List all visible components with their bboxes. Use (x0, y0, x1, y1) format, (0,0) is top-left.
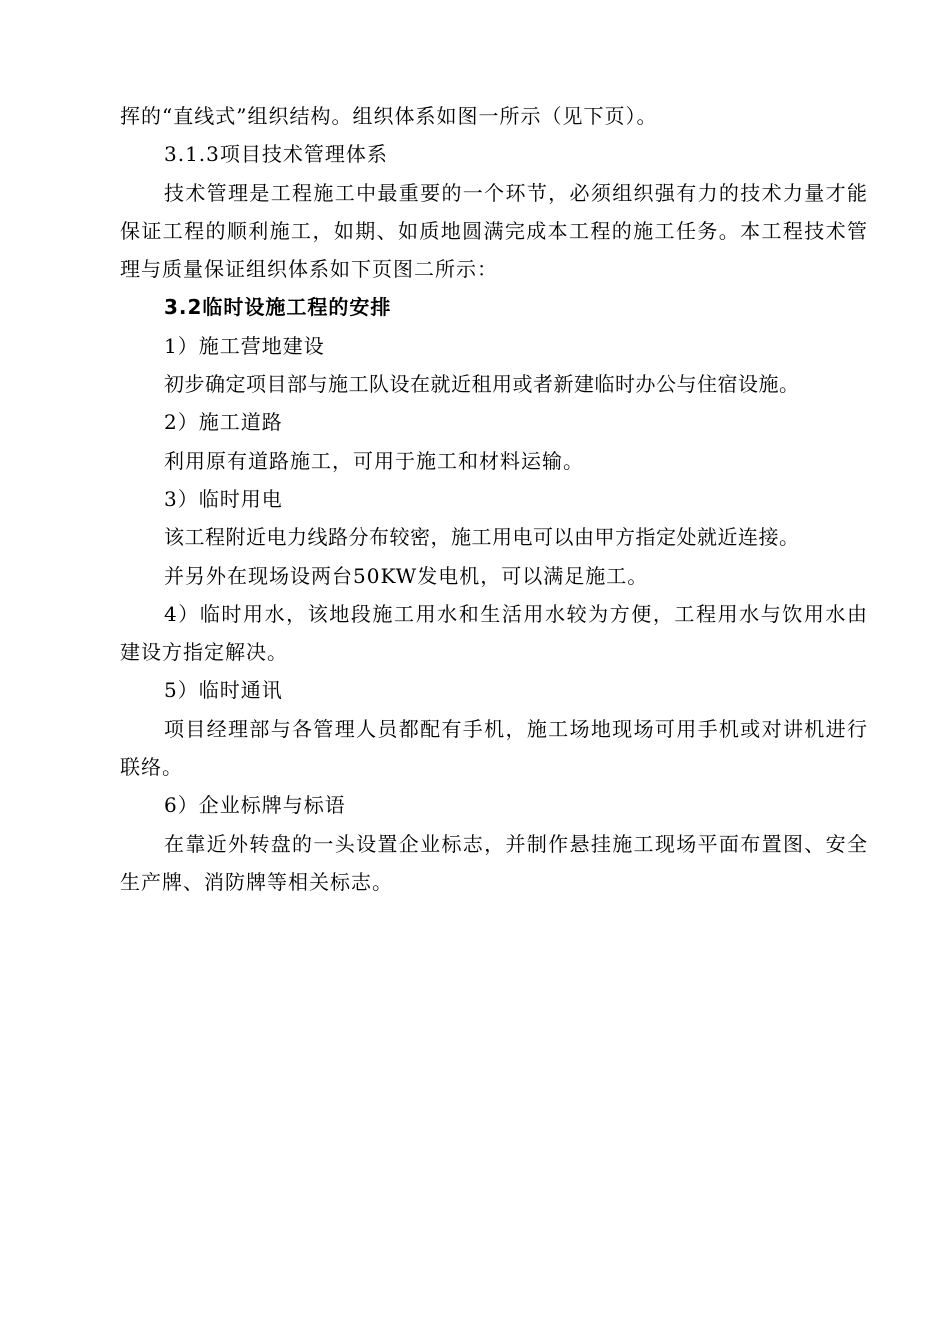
paragraph-power: 该工程附近电力线路分布较密，施工用电可以由甲方指定处就近连接。 (164, 525, 800, 550)
item-heading-camp: 1）施工营地建设 (164, 333, 325, 358)
paragraph-water: 4）临时用水，该地段施工用水和生活用水较为方便，工程用水与饮用水由建设方指定解决。 (120, 601, 868, 665)
item-heading-signage: 6）企业标牌与标语 (164, 793, 346, 818)
paragraph-road: 利用原有道路施工，可用于施工和材料运输。 (164, 448, 584, 473)
paragraph-signage: 在靠近外转盘的一头设置企业标志，并制作悬挂施工现场平面布置图、安全生产牌、消防牌等相关标志。 (120, 831, 868, 894)
subsection-heading-3-1-3: 3.1.3项目技术管理体系 (164, 142, 388, 167)
paragraph-tech-management: 技术管理是工程施工中最重要的一个环节，必须组织强有力的技术力量才能保证工程的顺利施工，如期、如质地圆满完成本工程的施工任务。本工程技术管理与质量保证组织体系如下页图二所示： (120, 180, 868, 282)
document-body (120, 97, 868, 901)
item-heading-communication: 5）临时通讯 (164, 678, 283, 703)
paragraph-continuation: 挥的“直线式”组织结构。组织体系如图一所示（见下页）。 (120, 104, 658, 128)
paragraph-camp: 初步确定项目部与施工队设在就近租用或者新建临时办公与住宿设施。 (164, 372, 800, 397)
paragraph-generator: 并另外在现场设两台50KW发电机，可以满足施工。 (164, 563, 649, 588)
item-heading-road: 2）施工道路 (164, 410, 283, 435)
paragraph-communication: 项目经理部与各管理人员都配有手机，施工场地现场可用手机或对讲机进行联络。 (120, 716, 868, 780)
item-heading-power: 3）临时用电 (164, 486, 283, 511)
section-heading-3-2: 3.2临时设施工程的安排 (164, 295, 392, 320)
